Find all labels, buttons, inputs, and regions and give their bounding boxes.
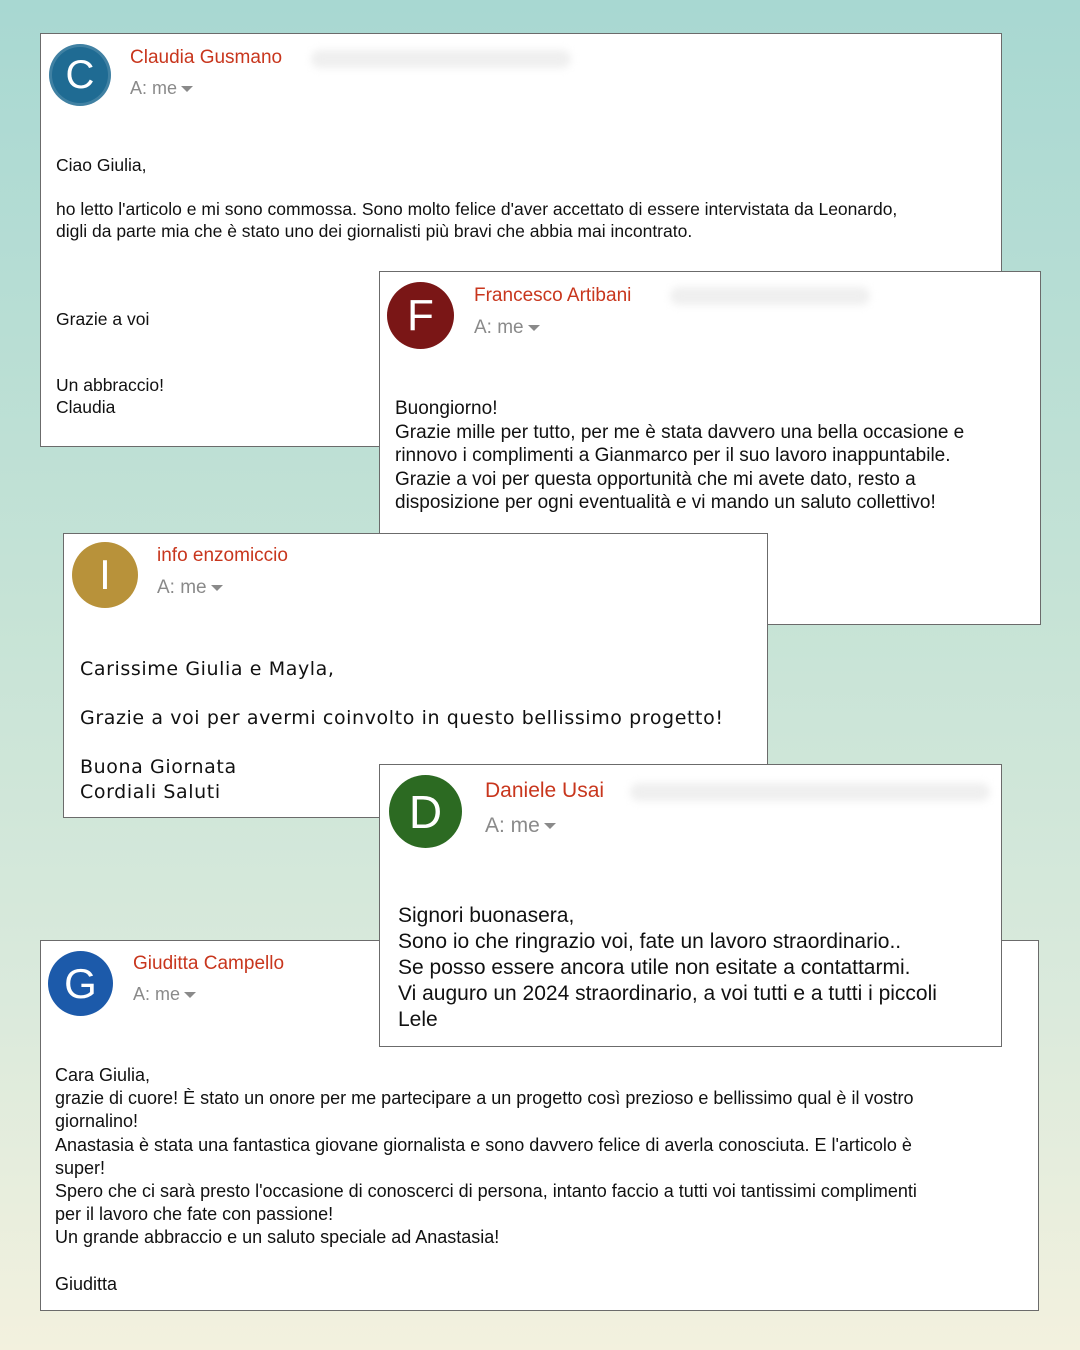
avatar [389, 775, 462, 848]
avatar-initial: D [408, 785, 443, 838]
chevron-down-icon [544, 823, 556, 829]
sender-name[interactable]: Giuditta Campello [133, 953, 285, 974]
sender-name[interactable]: info enzomiccio [157, 545, 288, 566]
chevron-down-icon [211, 585, 223, 591]
sender-name[interactable]: Daniele Usai [485, 779, 605, 802]
message-body: Signori buonasera, Sono io che ringrazio voi, fate un lavoro straordinario.. Se posso essere ancora utile non esitate a contattarmi. Vi auguro un 2024 straordinario, a voi tutti e a tutti i piccoli Lele [398, 904, 937, 1031]
avatar [49, 44, 111, 106]
recipient-dropdown[interactable] [485, 814, 556, 838]
avatar-initial: C [65, 52, 95, 97]
avatar-initial: G [64, 959, 97, 1007]
redacted-email [311, 50, 571, 68]
sender-name[interactable]: Francesco Artibani [474, 285, 632, 306]
message-body: Ciao Giulia, ho letto l'articolo e mi sono commossa. Sono molto felice d'aver accettato di essere intervistata da Leonardo, digli da parte mia che è stato uno dei giornalisti più bravi che abbia mai incontrato. Grazie a voi Un abbraccio! Claudia [56, 155, 898, 417]
chevron-down-icon [184, 992, 196, 998]
recipient-label: A: me [485, 814, 540, 837]
email-card-daniele [379, 764, 1002, 1047]
chevron-down-icon [181, 86, 193, 92]
redacted-email [630, 783, 990, 801]
redacted-email [670, 287, 870, 305]
avatar [48, 951, 113, 1016]
recipient-dropdown[interactable] [157, 577, 223, 599]
avatar-initial: I [99, 551, 111, 598]
recipient-dropdown[interactable] [133, 984, 196, 1005]
avatar [72, 542, 138, 608]
chevron-down-icon [528, 325, 540, 331]
message-body: Cara Giulia, grazie di cuore! È stato un onore per me partecipare a un progetto così prezioso e bellissimo qual è il vostro giornalino! Anastasia è stata una fantastica giovane giornalista e sono davvero felice di averla conosciuta. E l'articolo è super! Spero che ci sarà presto l'occasione di conoscerci di persona, intanto faccio a tutti voi tantissimi complimenti per il lavoro che fate con passione! Un grande abbraccio e un saluto speciale ad Anastasia! Giuditta [55, 1065, 917, 1294]
avatar [387, 282, 454, 349]
message-body: Buongiorno! Grazie mille per tutto, per me è stata davvero una bella occasione e rinnovo i complimenti a Gianmarco per il suo lavoro inappuntabile. Grazie a voi per questa opportunità che mi avete dato, resto a disposizione per ogni eventualità e vi mando un saluto collettivo! [395, 398, 965, 513]
sender-name[interactable]: Claudia Gusmano [130, 47, 283, 68]
recipient-label: A: me [130, 78, 178, 98]
recipient-dropdown[interactable] [474, 317, 540, 339]
recipient-label: A: me [474, 317, 524, 338]
recipient-label: A: me [157, 577, 207, 598]
recipient-label: A: me [133, 984, 181, 1004]
recipient-dropdown[interactable] [130, 78, 193, 99]
avatar-initial: F [407, 290, 434, 340]
message-body: Carissime Giulia e Mayla, Grazie a voi per avermi coinvolto in questo bellissimo progetto! Buona Giornata Cordiali Saluti [80, 658, 724, 803]
